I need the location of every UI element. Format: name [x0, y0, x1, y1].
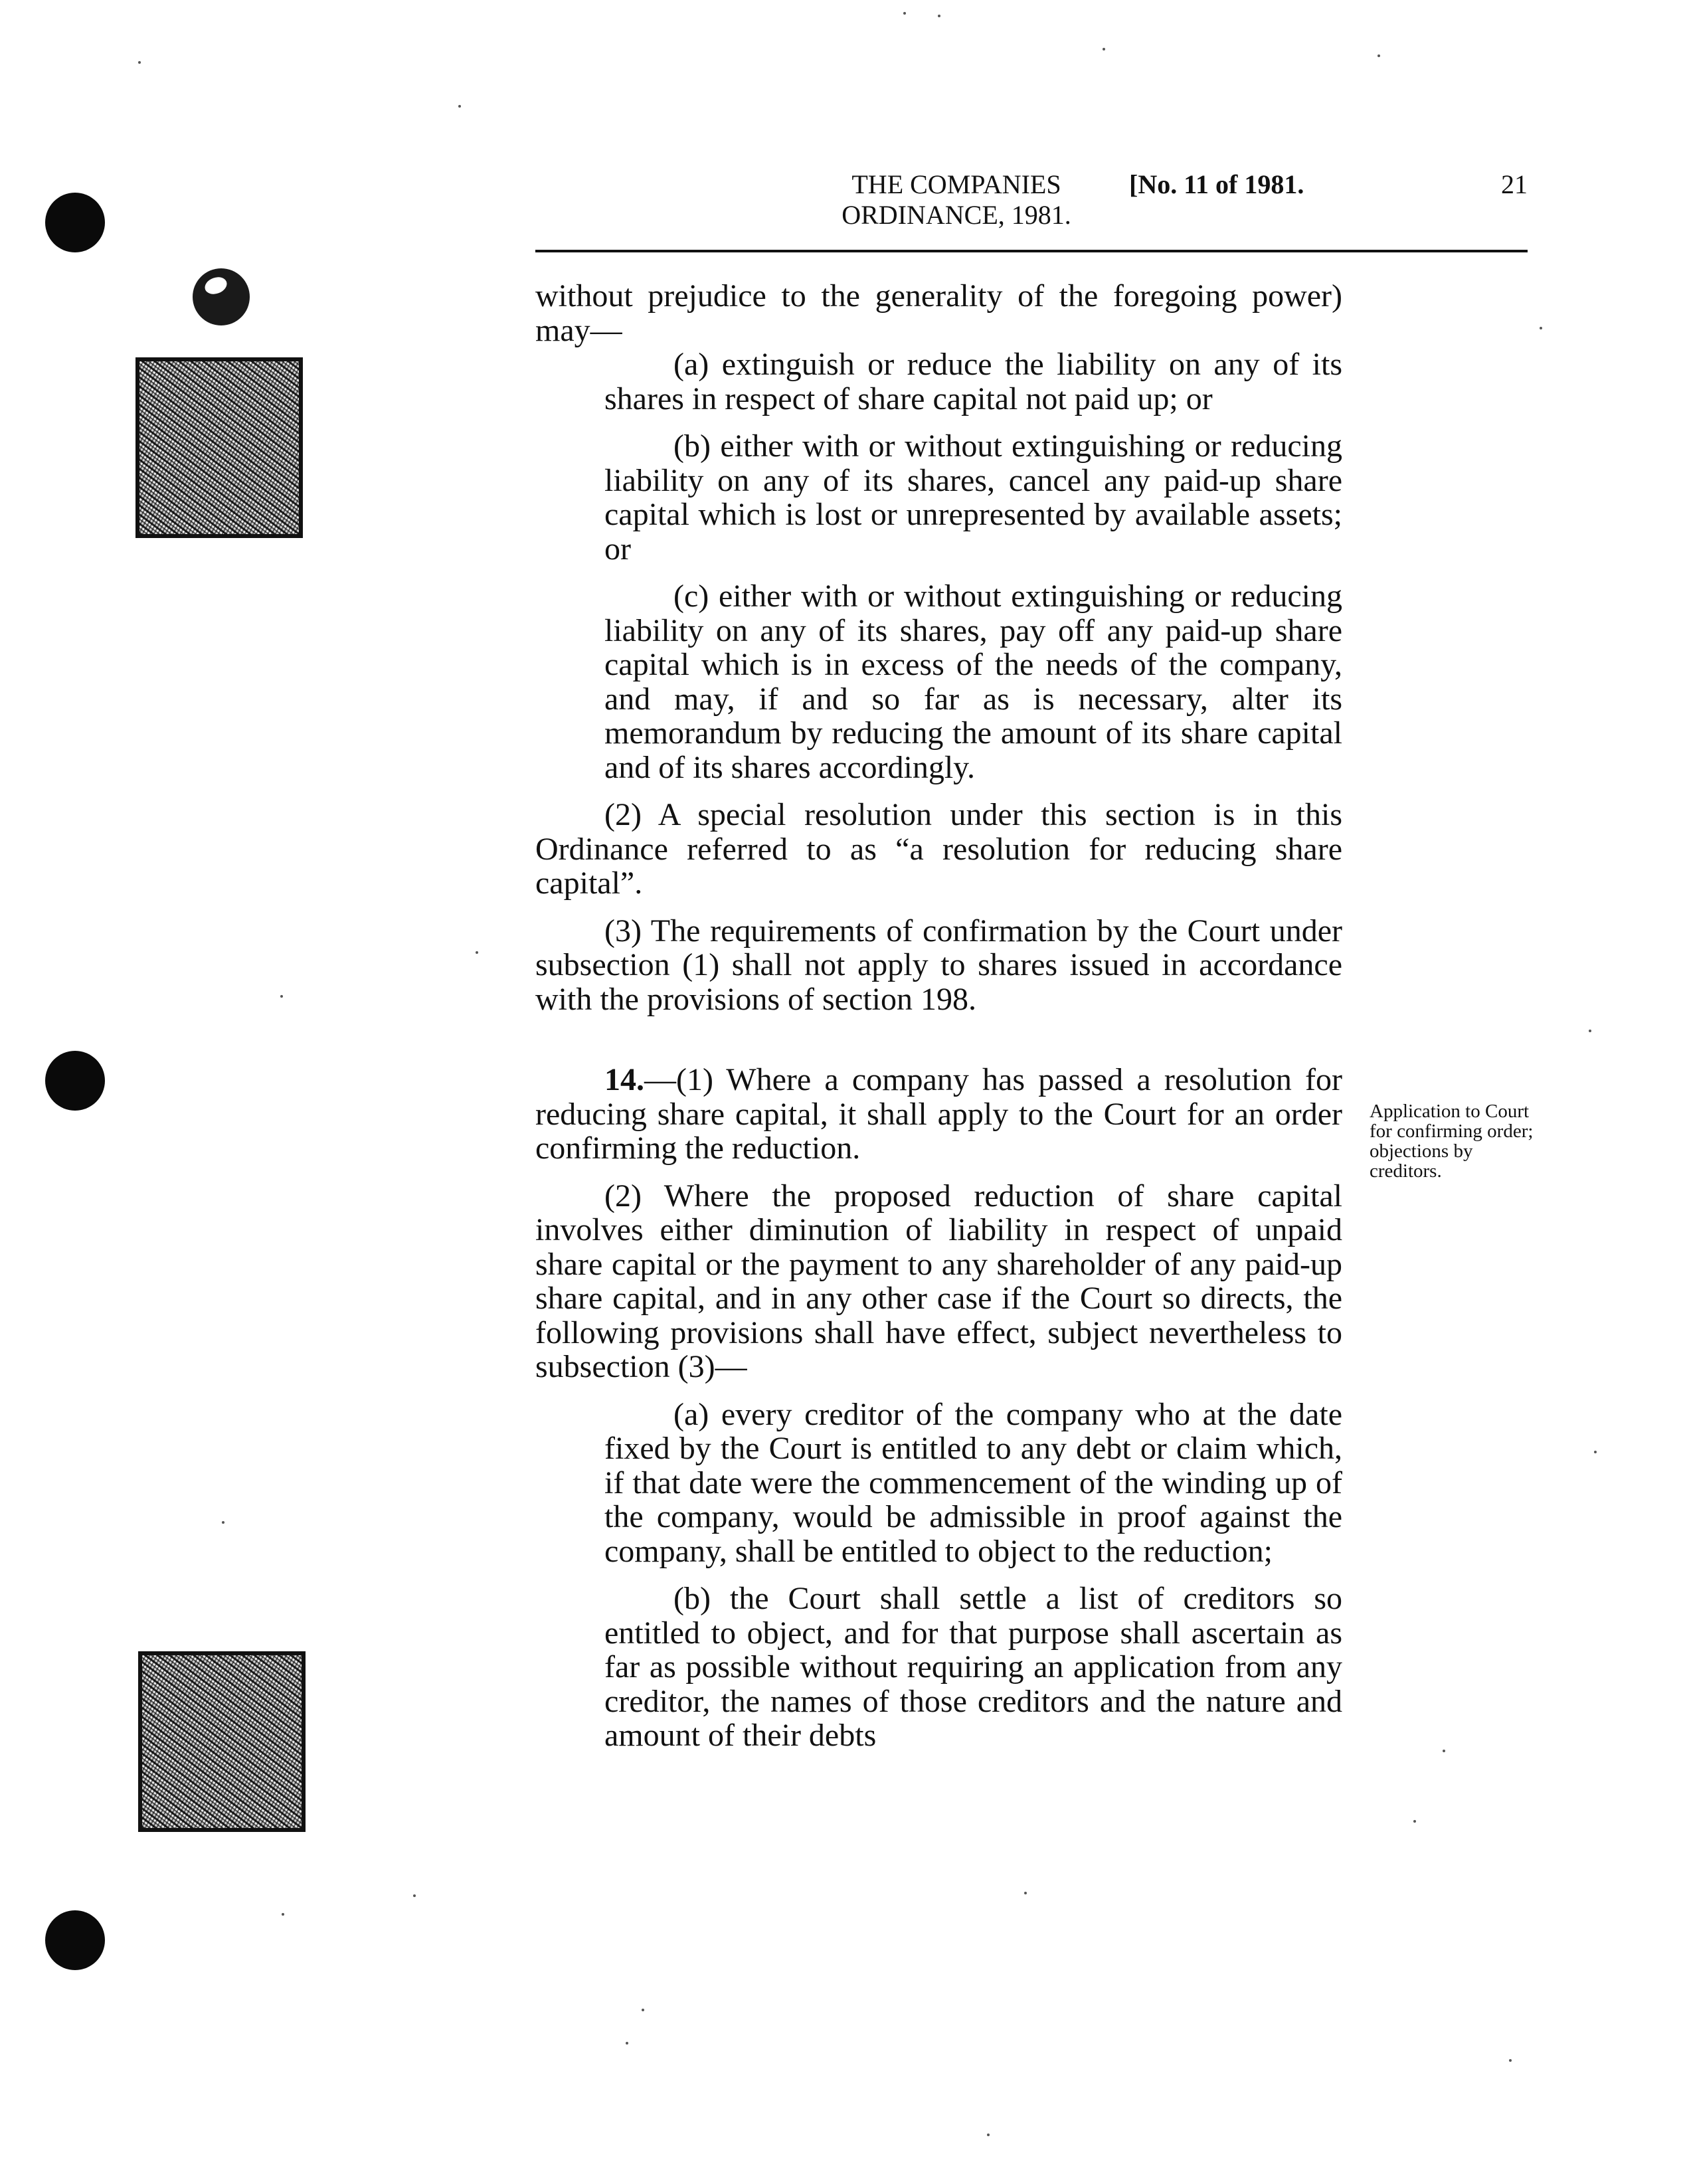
margin-note: Application to Court for confirming order; objections by creditors. [1370, 1101, 1534, 1182]
item-b: (b) either with or without extinguishing or reducing liability on any of its shares, cancel any paid-up share capital which is lost or unrepresented by available assets; or [604, 428, 1342, 567]
subsection-2: (2) A special resolution under this section is in this Ordinance referred to as “a resolution for reducing share capital”. [535, 797, 1342, 901]
punch-hole-bottom [45, 1910, 105, 1970]
ordinance-number: [No. 11 of 1981. [1129, 169, 1304, 199]
speck [458, 105, 461, 108]
subsection-3: (3) The requirements of confirmation by the Court under subsection (1) shall not apply to shares issued in accordance with the provisions of section 198. [535, 913, 1342, 1017]
speck [222, 1521, 224, 1524]
section-number: 14. [604, 1062, 644, 1097]
speck [282, 1913, 284, 1916]
page-number: 21 [1501, 169, 1528, 199]
speck [903, 12, 906, 15]
speck [642, 2009, 644, 2011]
speck [1443, 1750, 1445, 1752]
speck [626, 2042, 628, 2045]
section-14-1-text: —(1) Where a company has passed a resolution for reducing share capital, it shall apply to the Court for an order confirming the reduction. [535, 1062, 1342, 1166]
speck [1377, 54, 1380, 57]
speck [413, 1894, 416, 1897]
binder-ring-mark [193, 268, 250, 325]
speck [280, 995, 283, 998]
speck [1509, 2059, 1512, 2062]
section-14-1 [535, 1063, 1342, 1166]
intro-paragraph: without prejudice to the generality of the foregoing power) may— [535, 278, 1342, 348]
section-14-2: (2) Where the proposed reduction of share capital involves either diminution of liability in respect of unpaid share capital or the payment to any shareholder of any paid-up share capital, and in any other case if the Court so directs, the following provisions shall have effect, subject nevertheless to subsection (3)— [535, 1178, 1342, 1384]
section-14-2-b: (b) the Court shall settle a list of creditors so entitled to object, and for that purpose shall ascertain as far as possible without requiring an application from any creditor, the names of those creditors and the nature and amount of their debts [604, 1581, 1342, 1753]
punch-hole-middle [45, 1051, 105, 1111]
header-rule [535, 250, 1528, 252]
scan-artifact-top [135, 357, 303, 538]
speck [476, 951, 478, 954]
speck [1540, 327, 1542, 329]
scan-artifact-bottom [138, 1651, 306, 1832]
body-text [535, 279, 1342, 1753]
running-title-line1: THE COMPANIES [851, 169, 1061, 199]
running-title [810, 169, 1103, 230]
punch-hole-top [45, 193, 105, 252]
item-a: (a) extinguish or reduce the liability on any of its shares in respect of share capital not paid up; or [604, 347, 1342, 416]
speck [1413, 1820, 1416, 1823]
speck [938, 15, 940, 17]
section-14-2-a: (a) every creditor of the company who at the date fixed by the Court is entitled to any debt or claim which, if that date were the commencement of the winding up of the company, would be admissible in proof against the company, shall be entitled to object to the reduction; [604, 1396, 1342, 1569]
speck [1024, 1892, 1027, 1894]
speck [138, 61, 141, 64]
speck [987, 2134, 990, 2136]
speck [1103, 48, 1105, 50]
item-c: (c) either with or without extinguishing or reducing liability on any of its shares, pay off any paid-up share capital which is in excess of the needs of the company, and may, if and so far as is necessary, alter its memorandum by reducing the amount of its share capital and of its shares accordingly. [604, 579, 1342, 785]
speck [1594, 1451, 1597, 1453]
running-title-line2: ORDINANCE, 1981. [842, 200, 1071, 230]
speck [1589, 1030, 1591, 1032]
